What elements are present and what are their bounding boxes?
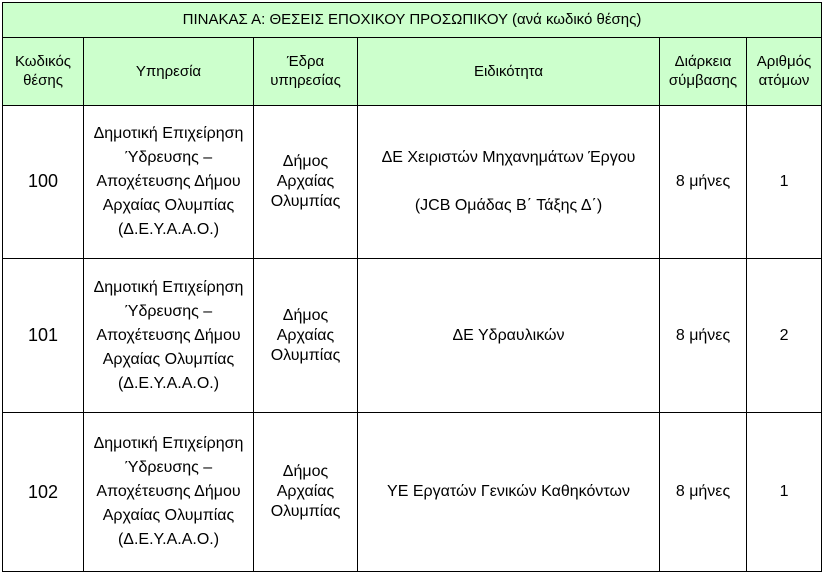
specialty-cell bbox=[358, 259, 660, 413]
specialty-cell bbox=[358, 413, 660, 572]
header-count-line: Αριθμός bbox=[756, 53, 812, 71]
count-cell: 2 bbox=[747, 259, 822, 413]
service-cell bbox=[84, 105, 254, 258]
table-row bbox=[3, 413, 822, 572]
header-duration bbox=[660, 37, 747, 105]
specialty-cell bbox=[358, 105, 660, 258]
service-line: Δημοτική Επιχείρηση bbox=[93, 435, 244, 453]
header-code-line: Κωδικός bbox=[14, 53, 72, 71]
seat-line: Δήμος bbox=[282, 152, 329, 170]
seat-line: Αρχαίας bbox=[276, 483, 335, 501]
seat-line: Δήμος bbox=[282, 306, 329, 324]
service-line: Αρχαίας Ολυμπίας bbox=[102, 196, 235, 214]
service-cell bbox=[84, 259, 254, 413]
header-service: Υπηρεσία bbox=[84, 37, 254, 105]
seat-line: Ολυμπίας bbox=[270, 192, 341, 210]
duration-cell: 8 μήνες bbox=[660, 413, 747, 572]
position-code: 101 bbox=[3, 259, 84, 413]
header-seat-line: Έδρα bbox=[286, 53, 325, 71]
seat-cell bbox=[254, 413, 358, 572]
seat-cell bbox=[254, 105, 358, 258]
header-specialty: Ειδικότητα bbox=[358, 37, 660, 105]
service-line: (Δ.Ε.Υ.Α.Α.Ο.) bbox=[117, 374, 220, 392]
position-code: 102 bbox=[3, 413, 84, 572]
service-line: Ύδρευσης – bbox=[124, 148, 213, 166]
specialty-spacer bbox=[358, 170, 659, 194]
header-seat-line: υπηρεσίας bbox=[270, 72, 341, 90]
count-cell: 1 bbox=[747, 105, 822, 258]
header-seat bbox=[254, 37, 358, 105]
header-duration-line: σύμβασης bbox=[668, 72, 738, 90]
seat-line: Ολυμπίας bbox=[270, 346, 341, 364]
specialty-line: ΔΕ Χειριστών Μηχανημάτων Έργου bbox=[381, 148, 636, 166]
header-count bbox=[747, 37, 822, 105]
table-title: ΠΙΝΑΚΑΣ Α: ΘΕΣΕΙΣ ΕΠΟΧΙΚΟΥ ΠΡΟΣΩΠΙΚΟΥ (ανά κωδικό θέσης) bbox=[3, 3, 822, 38]
seat-line: Αρχαίας bbox=[276, 172, 335, 190]
service-line: Ύδρευσης – bbox=[124, 302, 213, 320]
header-duration-line: Διάρκεια bbox=[674, 53, 732, 71]
service-line: Αρχαίας Ολυμπίας bbox=[102, 507, 235, 525]
position-code: 100 bbox=[3, 105, 84, 258]
header-count-line: ατόμων bbox=[758, 72, 810, 90]
header-code bbox=[3, 37, 84, 105]
service-line: Αποχέτευσης Δήμου bbox=[96, 326, 241, 344]
specialty-line: (JCB Ομάδας Β΄ Τάξης Δ΄) bbox=[414, 196, 603, 214]
service-cell bbox=[84, 413, 254, 572]
service-line: Δημοτική Επιχείρηση bbox=[93, 124, 244, 142]
header-row bbox=[3, 37, 822, 105]
duration-cell: 8 μήνες bbox=[660, 105, 747, 258]
service-line: Ύδρευσης – bbox=[124, 459, 213, 477]
service-line: Δημοτική Επιχείρηση bbox=[93, 278, 244, 296]
specialty-line: ΔΕ Υδραυλικών bbox=[452, 326, 565, 344]
table-row bbox=[3, 259, 822, 413]
header-code-line: θέσης bbox=[23, 72, 63, 90]
service-line: Αρχαίας Ολυμπίας bbox=[102, 350, 235, 368]
duration-cell: 8 μήνες bbox=[660, 259, 747, 413]
seat-cell bbox=[254, 259, 358, 413]
seat-line: Ολυμπίας bbox=[270, 503, 341, 521]
positions-table bbox=[2, 2, 822, 572]
service-line: Αποχέτευσης Δήμου bbox=[96, 483, 241, 501]
seat-line: Αρχαίας bbox=[276, 326, 335, 344]
service-line: (Δ.Ε.Υ.Α.Α.Ο.) bbox=[117, 220, 220, 238]
table-row bbox=[3, 105, 822, 258]
service-line: (Δ.Ε.Υ.Α.Α.Ο.) bbox=[117, 531, 220, 549]
specialty-line: ΥΕ Εργατών Γενικών Καθηκόντων bbox=[387, 483, 630, 501]
seat-line: Δήμος bbox=[282, 463, 329, 481]
count-cell: 1 bbox=[747, 413, 822, 572]
service-line: Αποχέτευσης Δήμου bbox=[96, 172, 241, 190]
